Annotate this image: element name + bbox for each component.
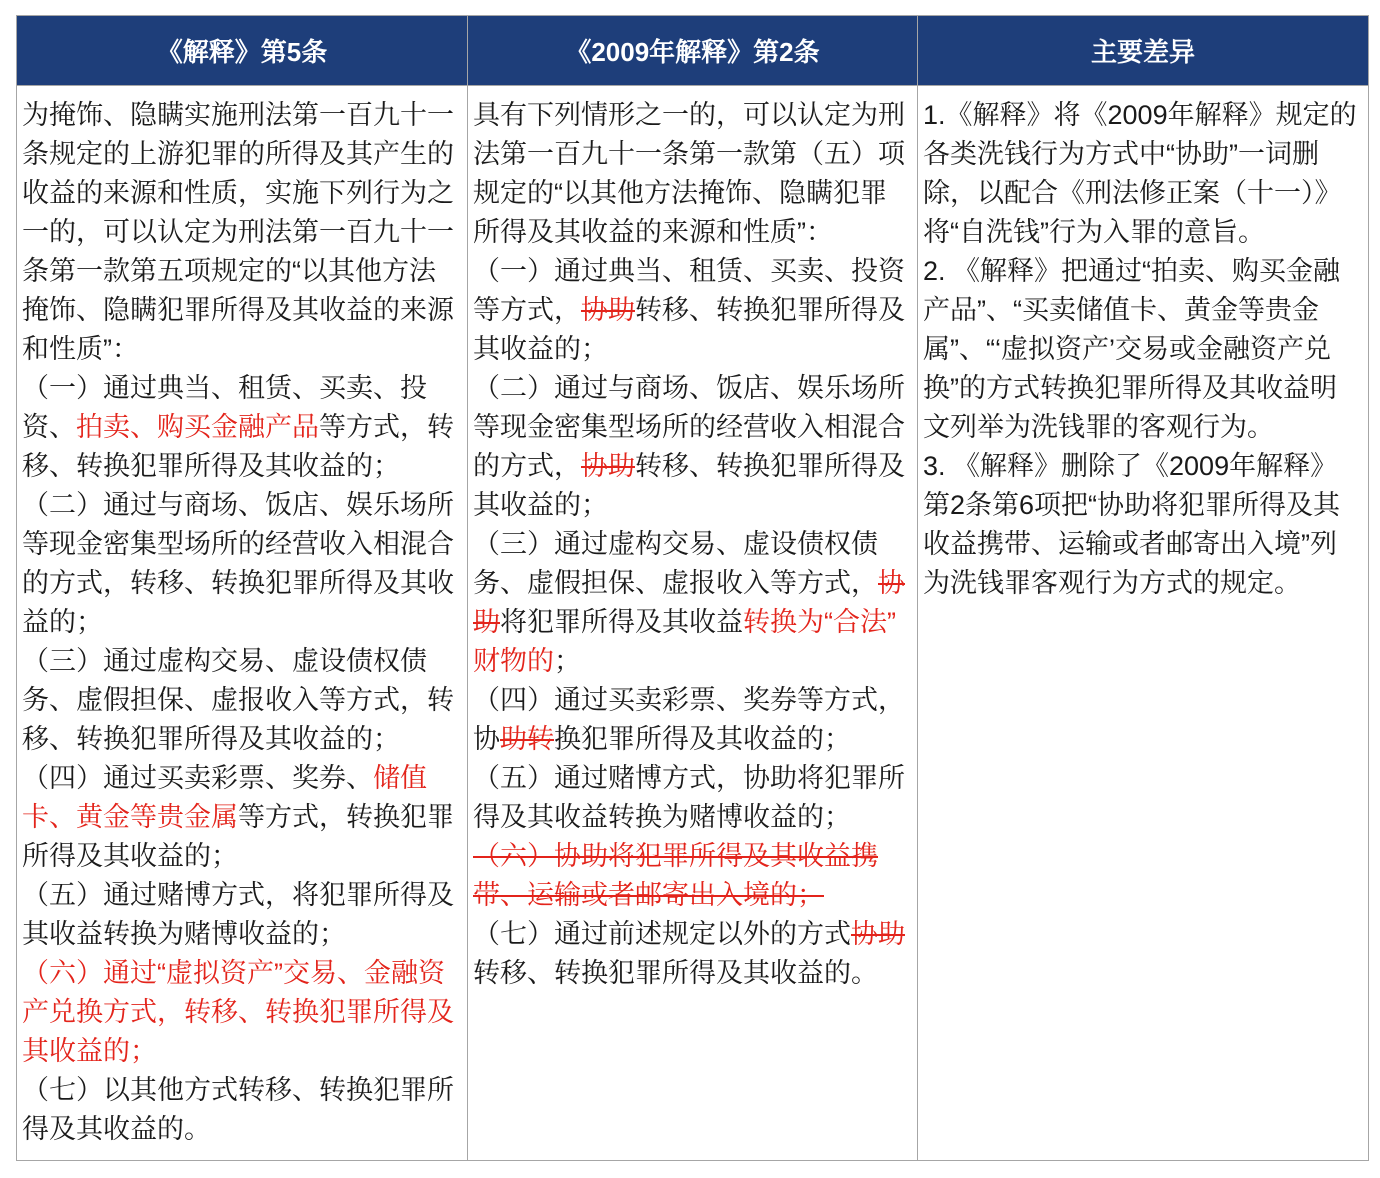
header-main-differences: 主要差异 (918, 16, 1369, 86)
content-row (17, 86, 1369, 1161)
clause-text: （七）以其他方式转移、转换犯罪所得及其收益的。 (22, 1075, 454, 1144)
deleted-text: 协助 (581, 451, 635, 481)
clause-paragraph (473, 837, 909, 915)
clause-paragraph (923, 252, 1360, 447)
clause-text: 将犯罪所得及其收益 (500, 607, 743, 637)
clause-paragraph (923, 447, 1360, 603)
clause-text: 为掩饰、隐瞒实施刑法第一百九十一条规定的上游犯罪的所得及其产生的收益的来源和性质，实施下列行为之一的，可以认定为刑法第一百九十一条第一款第五项规定的“以其他方法掩饰、隐瞒犯罪所得及其收益的来源和性质”： (22, 100, 454, 364)
changed-text: 拍卖、购买金融产品 (76, 412, 319, 442)
clause-paragraph (473, 369, 909, 525)
clause-paragraph (22, 642, 459, 759)
changed-text: 转换为“合法”财物的 (473, 607, 896, 676)
clause-text: 1.《解释》将《2009年解释》规定的各类洗钱行为方式中“协助”一词删除，以配合《刑法修正案（十一）》将“自洗钱”行为入罪的意旨。 (923, 100, 1357, 247)
clause-text: （一）通过典当、租赁、买卖、投资、 (22, 373, 427, 442)
column-explanation-article-5-text (17, 86, 468, 1161)
deleted-text: 助转 (500, 724, 554, 754)
clause-paragraph (22, 96, 459, 369)
clause-paragraph (473, 96, 909, 252)
clause-paragraph (22, 759, 459, 876)
clause-paragraph (473, 915, 909, 993)
clause-text: 具有下列情形之一的，可以认定为刑法第一百九十一条第一款第（五）项规定的“以其他方法掩饰、隐瞒犯罪所得及其收益的来源和性质”： (473, 100, 905, 247)
clause-text: （二）通过与商场、饭店、娱乐场所等现金密集型场所的经营收入相混合的方式， (473, 373, 905, 481)
clause-text: （四）通过买卖彩票、奖券、 (22, 763, 373, 793)
clause-text: 换犯罪所得及其收益的； (554, 724, 851, 754)
clause-text: 转移、转换犯罪所得及其收益的； (473, 295, 905, 364)
clause-paragraph (22, 876, 459, 954)
header-2009-explanation-article-2: 《2009年解释》第2条 (468, 16, 918, 86)
clause-text: 3. 《解释》删除了《2009年解释》第2条第6项把“协助将犯罪所得及其收益携带、运输或者邮寄出入境”列为洗钱罪客观行为方式的规定。 (923, 451, 1341, 598)
clause-text: （五）通过赌博方式，将犯罪所得及其收益转换为赌博收益的； (22, 880, 454, 949)
clause-paragraph (923, 96, 1360, 252)
deleted-text: 协助 (851, 919, 905, 949)
changed-text: 储值卡、黄金等贵金属 (22, 763, 427, 832)
deleted-text: 协助 (473, 568, 905, 637)
clause-text: （三）通过虚构交易、虚设债权债务、虚假担保、虚报收入等方式， (473, 529, 878, 598)
column-2009-explanation-article-2-text (468, 86, 918, 1161)
clause-text: 2. 《解释》把通过“拍卖、购买金融产品”、“买卖储值卡、黄金等贵金属”、“‘虚拟资产’交易或金融资产兑换”的方式转换犯罪所得及其收益明文列举为洗钱罪的客观行为。 (923, 256, 1341, 442)
clause-text: 转移、转换犯罪所得及其收益的； (473, 451, 905, 520)
clause-text: （四）通过买卖彩票、奖券等方式，协 (473, 685, 905, 754)
clause-paragraph (473, 759, 909, 837)
clause-paragraph (22, 486, 459, 642)
clause-paragraph (22, 954, 459, 1071)
clause-text: （七）通过前述规定以外的方式 (473, 919, 851, 949)
column-main-differences-text (918, 86, 1369, 1161)
clause-text: （二）通过与商场、饭店、娱乐场所等现金密集型场所的经营收入相混合的方式，转移、转换犯罪所得及其收益的； (22, 490, 454, 637)
clause-text: （三）通过虚构交易、虚设债权债务、虚假担保、虚报收入等方式，转移、转换犯罪所得及其收益的； (22, 646, 454, 754)
clause-paragraph (473, 681, 909, 759)
deleted-text: （六）协助将犯罪所得及其收益携带、运输或者邮寄出入境的； (473, 841, 878, 910)
clause-text: （一）通过典当、租赁、买卖、投资等方式， (473, 256, 905, 325)
header-explanation-article-5: 《解释》第5条 (17, 16, 468, 86)
clause-paragraph (22, 369, 459, 486)
clause-text: ； (554, 646, 581, 676)
changed-text: （六）通过“虚拟资产”交易、金融资产兑换方式，转移、转换犯罪所得及其收益的； (22, 958, 454, 1066)
clause-paragraph (473, 525, 909, 681)
clause-text: 等方式，转换犯罪所得及其收益的； (22, 802, 454, 871)
clause-paragraph (22, 1071, 459, 1149)
comparison-table (16, 15, 1369, 1161)
clause-paragraph (473, 252, 909, 369)
clause-text: （五）通过赌博方式，协助将犯罪所得及其收益转换为赌博收益的； (473, 763, 905, 832)
clause-text: 转移、转换犯罪所得及其收益的。 (473, 958, 878, 988)
header-row (17, 16, 1369, 86)
clause-text: 等方式，转移、转换犯罪所得及其收益的； (22, 412, 454, 481)
deleted-text: 协助 (581, 295, 635, 325)
